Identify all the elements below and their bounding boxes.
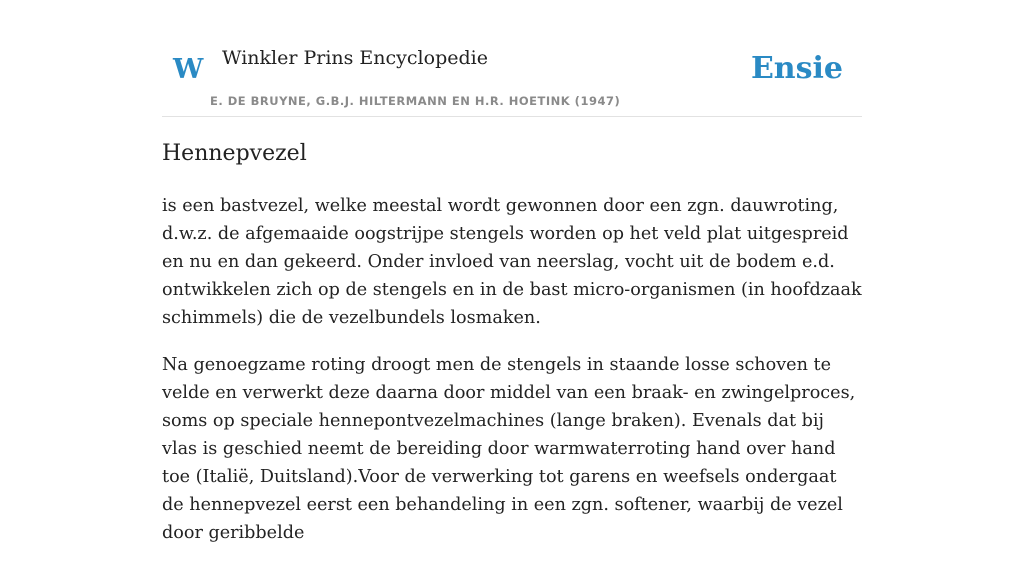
page (162, 0, 862, 543)
article-body (162, 192, 862, 566)
brand-logo[interactable]: Ensie (750, 51, 843, 86)
site-logo[interactable]: W (173, 54, 204, 85)
article-title: Hennepvezel (162, 141, 307, 166)
site-header (162, 0, 862, 117)
byline: E. DE BRUYNE, G.B.J. HILTERMANN EN H.R. HOETINK (1947) (210, 94, 621, 108)
article-paragraph: Na genoegzame roting droogt men de stengels in staande losse schoven te velde en verwerkt deze daarna door middel van een braak- en zwingelproces, soms op speciale hennepontvezelmachines (lange braken). Evenals dat bij vlas is geschied neemt de bereiding door warmwaterroting hand over hand toe (Italië, Duitsland).Voor de verwerking tot garens en weefsels ondergaat de hennepvezel eerst een behandeling in een zgn. softener, waarbij de vezel door geribbelde (162, 355, 856, 543)
article-paragraph: is een bastvezel, welke meestal wordt gewonnen door een zgn. dauwroting, d.w.z. de afgemaaide oogstrijpe stengels worden op het veld plat uitgespreid en nu en dan gekeerd. Onder invloed van neerslag, vocht uit de bodem e.d. ontwikkelen zich op de stengels en in de bast micro-organismen (in hoofdzaak schimmels) die de vezelbundels losmaken. (162, 196, 862, 328)
site-title[interactable]: Winkler Prins Encyclopedie (222, 47, 488, 69)
